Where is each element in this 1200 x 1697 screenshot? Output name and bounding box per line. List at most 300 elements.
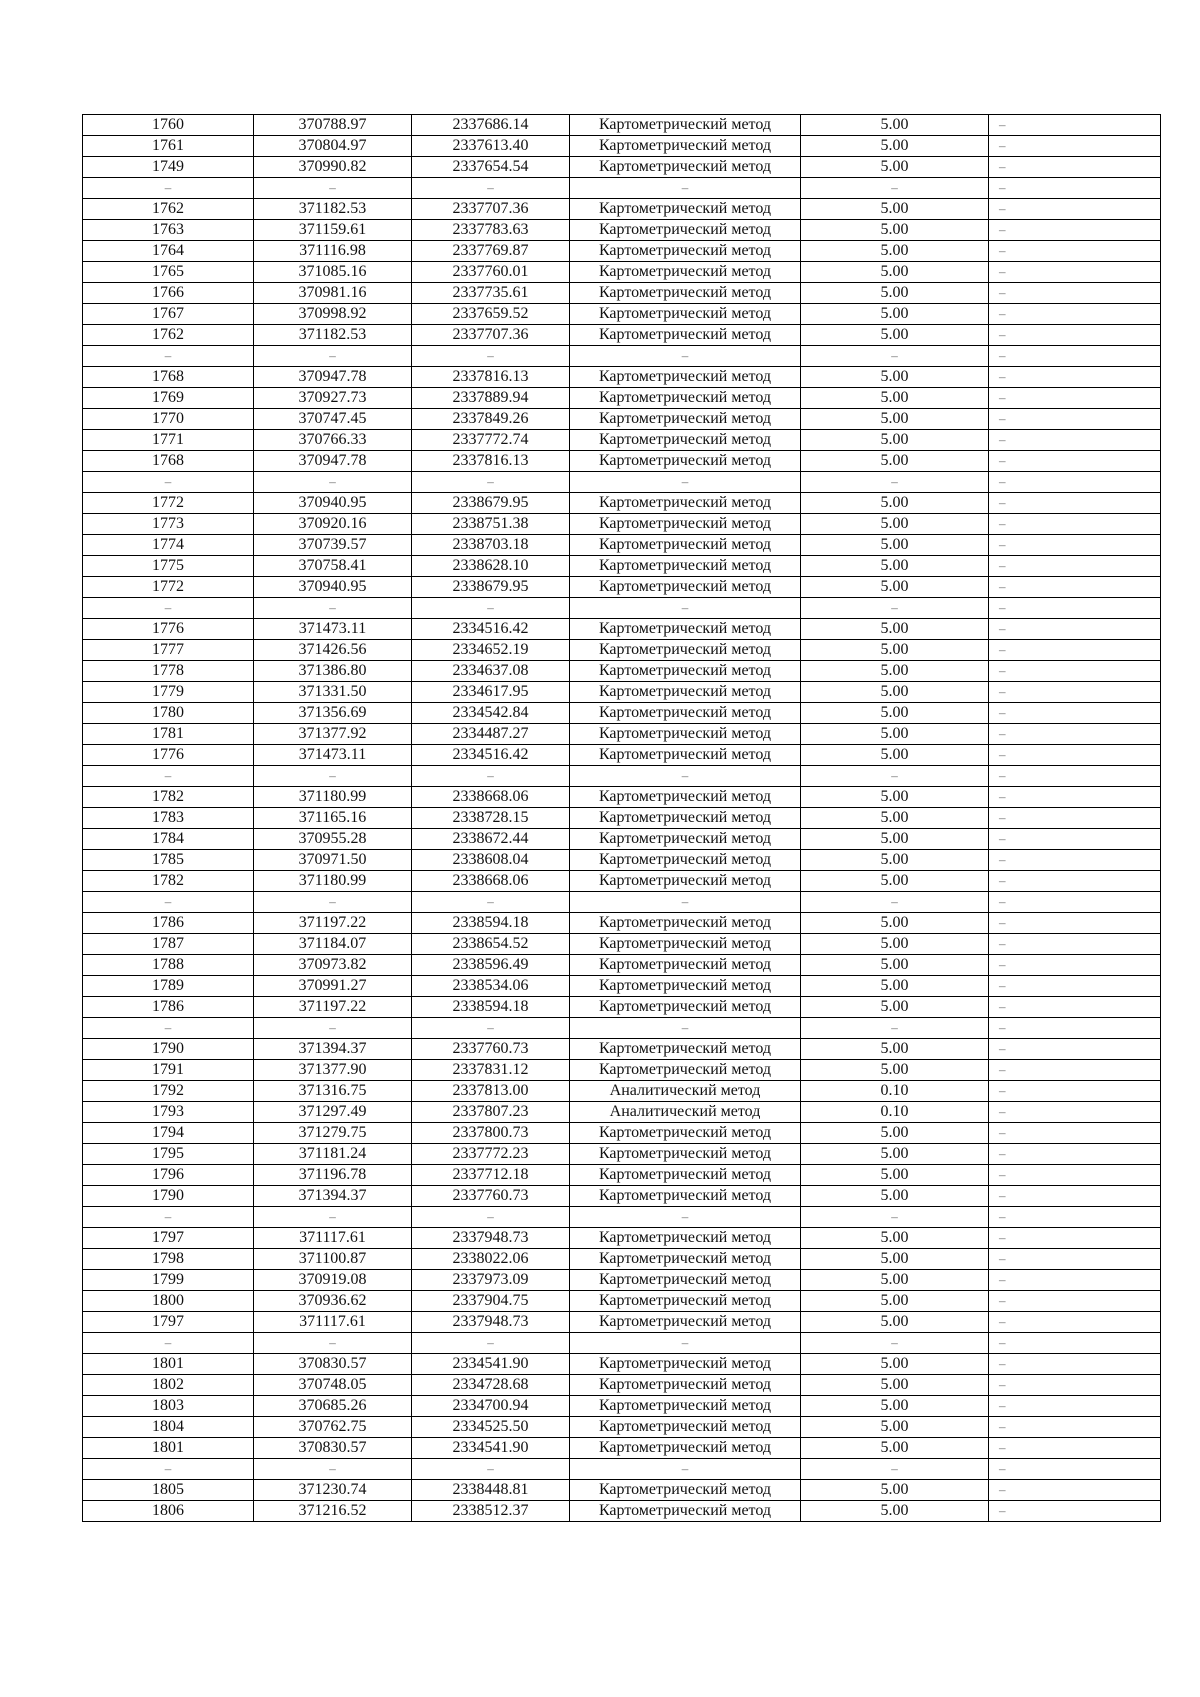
accuracy-cell: 5.00 [801, 1396, 989, 1417]
x-coordinate-cell: 371117.61 [254, 1228, 412, 1249]
table-row [83, 871, 1161, 892]
x-coordinate-cell: – [254, 1018, 412, 1039]
accuracy-cell: 5.00 [801, 514, 989, 535]
table-row [83, 913, 1161, 934]
description-cell: – [989, 1501, 1161, 1522]
accuracy-cell: 5.00 [801, 871, 989, 892]
y-coordinate-cell: 2338751.38 [412, 514, 570, 535]
method-cell: Картометрический метод [570, 1039, 801, 1060]
accuracy-cell: – [801, 766, 989, 787]
x-coordinate-cell: 371473.11 [254, 619, 412, 640]
y-coordinate-cell: 2337973.09 [412, 1270, 570, 1291]
x-coordinate-cell: 371316.75 [254, 1081, 412, 1102]
table-row [83, 1186, 1161, 1207]
method-cell: – [570, 598, 801, 619]
y-coordinate-cell: 2338668.06 [412, 787, 570, 808]
y-coordinate-cell: 2338672.44 [412, 829, 570, 850]
contour-separator-row [83, 472, 1161, 493]
method-cell: Картометрический метод [570, 220, 801, 241]
y-coordinate-cell: 2338679.95 [412, 493, 570, 514]
accuracy-cell: 5.00 [801, 1039, 989, 1060]
accuracy-cell: 5.00 [801, 1186, 989, 1207]
point-number-cell: 1785 [83, 850, 254, 871]
point-number-cell: 1774 [83, 535, 254, 556]
y-coordinate-cell: 2337772.23 [412, 1144, 570, 1165]
description-cell: – [989, 640, 1161, 661]
description-cell: – [989, 1438, 1161, 1459]
table-row [83, 1039, 1161, 1060]
description-cell: – [989, 1039, 1161, 1060]
y-coordinate-cell: 2337807.23 [412, 1102, 570, 1123]
table-row [83, 1165, 1161, 1186]
point-number-cell: 1799 [83, 1270, 254, 1291]
method-cell: Картометрический метод [570, 1123, 801, 1144]
point-number-cell: 1789 [83, 976, 254, 997]
method-cell: Картометрический метод [570, 1228, 801, 1249]
y-coordinate-cell: 2334637.08 [412, 661, 570, 682]
method-cell: – [570, 178, 801, 199]
method-cell: Картометрический метод [570, 934, 801, 955]
y-coordinate-cell: 2337654.54 [412, 157, 570, 178]
accuracy-cell: 5.00 [801, 577, 989, 598]
description-cell: – [989, 262, 1161, 283]
x-coordinate-cell: – [254, 892, 412, 913]
y-coordinate-cell: – [412, 346, 570, 367]
accuracy-cell: – [801, 178, 989, 199]
table-row [83, 682, 1161, 703]
point-number-cell: – [83, 1333, 254, 1354]
x-coordinate-cell: 370739.57 [254, 535, 412, 556]
accuracy-cell: 5.00 [801, 724, 989, 745]
description-cell: – [989, 829, 1161, 850]
method-cell: Картометрический метод [570, 640, 801, 661]
y-coordinate-cell: 2337816.13 [412, 367, 570, 388]
description-cell: – [989, 493, 1161, 514]
method-cell: Картометрический метод [570, 1501, 801, 1522]
accuracy-cell: 5.00 [801, 808, 989, 829]
x-coordinate-cell: – [254, 1459, 412, 1480]
y-coordinate-cell: – [412, 598, 570, 619]
accuracy-cell: 5.00 [801, 976, 989, 997]
accuracy-cell: 5.00 [801, 1228, 989, 1249]
contour-separator-row [83, 1333, 1161, 1354]
x-coordinate-cell: 370758.41 [254, 556, 412, 577]
point-number-cell: 1798 [83, 1249, 254, 1270]
table-row [83, 262, 1161, 283]
x-coordinate-cell: 370973.82 [254, 955, 412, 976]
method-cell: Картометрический метод [570, 325, 801, 346]
y-coordinate-cell: 2338534.06 [412, 976, 570, 997]
method-cell: Аналитический метод [570, 1102, 801, 1123]
table-row [83, 1312, 1161, 1333]
method-cell: – [570, 892, 801, 913]
point-number-cell: 1762 [83, 325, 254, 346]
y-coordinate-cell: 2334516.42 [412, 619, 570, 640]
table-row [83, 367, 1161, 388]
accuracy-cell: 5.00 [801, 787, 989, 808]
description-cell: – [989, 1291, 1161, 1312]
table-row [83, 1438, 1161, 1459]
point-number-cell: 1780 [83, 703, 254, 724]
method-cell: Картометрический метод [570, 1438, 801, 1459]
x-coordinate-cell: 370788.97 [254, 115, 412, 136]
point-number-cell: – [83, 598, 254, 619]
x-coordinate-cell: 370685.26 [254, 1396, 412, 1417]
point-number-cell: – [83, 1207, 254, 1228]
method-cell: Картометрический метод [570, 409, 801, 430]
x-coordinate-cell: 371184.07 [254, 934, 412, 955]
x-coordinate-cell: – [254, 472, 412, 493]
description-cell: – [989, 1165, 1161, 1186]
table-row [83, 430, 1161, 451]
table-row [83, 493, 1161, 514]
description-cell: – [989, 178, 1161, 199]
accuracy-cell: 5.00 [801, 283, 989, 304]
x-coordinate-cell: 370766.33 [254, 430, 412, 451]
description-cell: – [989, 1102, 1161, 1123]
y-coordinate-cell: 2337831.12 [412, 1060, 570, 1081]
method-cell: Картометрический метод [570, 661, 801, 682]
point-number-cell: 1804 [83, 1417, 254, 1438]
table-row [83, 577, 1161, 598]
y-coordinate-cell: 2337712.18 [412, 1165, 570, 1186]
point-number-cell: 1797 [83, 1312, 254, 1333]
table-row [83, 409, 1161, 430]
description-cell: – [989, 745, 1161, 766]
table-row [83, 115, 1161, 136]
y-coordinate-cell: 2338679.95 [412, 577, 570, 598]
accuracy-cell: 5.00 [801, 1165, 989, 1186]
y-coordinate-cell: – [412, 178, 570, 199]
accuracy-cell: 5.00 [801, 829, 989, 850]
table-row [83, 241, 1161, 262]
method-cell: Картометрический метод [570, 367, 801, 388]
method-cell: Картометрический метод [570, 304, 801, 325]
method-cell: Картометрический метод [570, 535, 801, 556]
y-coordinate-cell: 2334700.94 [412, 1396, 570, 1417]
method-cell: Картометрический метод [570, 1417, 801, 1438]
table-row [83, 808, 1161, 829]
method-cell: Картометрический метод [570, 829, 801, 850]
accuracy-cell: 5.00 [801, 1375, 989, 1396]
description-cell: – [989, 388, 1161, 409]
description-cell: – [989, 661, 1161, 682]
y-coordinate-cell: 2337772.74 [412, 430, 570, 451]
table-row [83, 997, 1161, 1018]
y-coordinate-cell: 2337849.26 [412, 409, 570, 430]
accuracy-cell: 5.00 [801, 682, 989, 703]
x-coordinate-cell: 370747.45 [254, 409, 412, 430]
x-coordinate-cell: 371377.90 [254, 1060, 412, 1081]
y-coordinate-cell: 2337816.13 [412, 451, 570, 472]
accuracy-cell: 5.00 [801, 535, 989, 556]
description-cell: – [989, 955, 1161, 976]
point-number-cell: 1776 [83, 619, 254, 640]
table-row [83, 325, 1161, 346]
x-coordinate-cell: – [254, 178, 412, 199]
coordinates-table-body [83, 115, 1161, 1522]
y-coordinate-cell: 2337686.14 [412, 115, 570, 136]
description-cell: – [989, 766, 1161, 787]
accuracy-cell: 5.00 [801, 1417, 989, 1438]
y-coordinate-cell: 2337760.73 [412, 1039, 570, 1060]
point-number-cell: 1749 [83, 157, 254, 178]
point-number-cell: 1783 [83, 808, 254, 829]
description-cell: – [989, 325, 1161, 346]
method-cell: Картометрический метод [570, 850, 801, 871]
accuracy-cell: 5.00 [801, 661, 989, 682]
description-cell: – [989, 1396, 1161, 1417]
accuracy-cell: – [801, 1459, 989, 1480]
description-cell: – [989, 1186, 1161, 1207]
accuracy-cell: 5.00 [801, 1270, 989, 1291]
accuracy-cell: 5.00 [801, 745, 989, 766]
table-row [83, 556, 1161, 577]
accuracy-cell: 5.00 [801, 199, 989, 220]
method-cell: Картометрический метод [570, 241, 801, 262]
point-number-cell: 1784 [83, 829, 254, 850]
method-cell: Картометрический метод [570, 388, 801, 409]
table-row [83, 1123, 1161, 1144]
x-coordinate-cell: 371165.16 [254, 808, 412, 829]
x-coordinate-cell: 371197.22 [254, 997, 412, 1018]
table-row [83, 199, 1161, 220]
point-number-cell: 1787 [83, 934, 254, 955]
table-row [83, 535, 1161, 556]
description-cell: – [989, 850, 1161, 871]
x-coordinate-cell: 371196.78 [254, 1165, 412, 1186]
point-number-cell: 1762 [83, 199, 254, 220]
table-row [83, 1417, 1161, 1438]
method-cell: Картометрический метод [570, 808, 801, 829]
table-row [83, 976, 1161, 997]
point-number-cell: 1776 [83, 745, 254, 766]
x-coordinate-cell: – [254, 598, 412, 619]
y-coordinate-cell: 2334525.50 [412, 1417, 570, 1438]
method-cell: Картометрический метод [570, 1060, 801, 1081]
x-coordinate-cell: 370936.62 [254, 1291, 412, 1312]
y-coordinate-cell: – [412, 1333, 570, 1354]
table-row [83, 640, 1161, 661]
accuracy-cell: – [801, 598, 989, 619]
accuracy-cell: – [801, 1207, 989, 1228]
method-cell: Картометрический метод [570, 1165, 801, 1186]
method-cell: Картометрический метод [570, 577, 801, 598]
description-cell: – [989, 787, 1161, 808]
method-cell: Картометрический метод [570, 1375, 801, 1396]
point-number-cell: 1803 [83, 1396, 254, 1417]
point-number-cell: 1786 [83, 913, 254, 934]
x-coordinate-cell: 371182.53 [254, 199, 412, 220]
point-number-cell: 1768 [83, 451, 254, 472]
method-cell: Картометрический метод [570, 136, 801, 157]
table-row [83, 619, 1161, 640]
y-coordinate-cell: 2337760.01 [412, 262, 570, 283]
point-number-cell: 1773 [83, 514, 254, 535]
description-cell: – [989, 1270, 1161, 1291]
method-cell: Картометрический метод [570, 619, 801, 640]
x-coordinate-cell: 371394.37 [254, 1186, 412, 1207]
method-cell: Картометрический метод [570, 1249, 801, 1270]
y-coordinate-cell: 2338654.52 [412, 934, 570, 955]
point-number-cell: 1760 [83, 115, 254, 136]
method-cell: Картометрический метод [570, 745, 801, 766]
accuracy-cell: 5.00 [801, 955, 989, 976]
description-cell: – [989, 598, 1161, 619]
point-number-cell: 1781 [83, 724, 254, 745]
point-number-cell: 1805 [83, 1480, 254, 1501]
description-cell: – [989, 1060, 1161, 1081]
description-cell: – [989, 346, 1161, 367]
accuracy-cell: 5.00 [801, 640, 989, 661]
y-coordinate-cell: 2334617.95 [412, 682, 570, 703]
accuracy-cell: – [801, 346, 989, 367]
contour-separator-row [83, 346, 1161, 367]
accuracy-cell: 5.00 [801, 220, 989, 241]
table-row [83, 934, 1161, 955]
point-number-cell: 1790 [83, 1039, 254, 1060]
x-coordinate-cell: – [254, 346, 412, 367]
y-coordinate-cell: 2337613.40 [412, 136, 570, 157]
method-cell: Картометрический метод [570, 682, 801, 703]
accuracy-cell: 5.00 [801, 1354, 989, 1375]
y-coordinate-cell: – [412, 1018, 570, 1039]
table-row [83, 1228, 1161, 1249]
table-row [83, 724, 1161, 745]
description-cell: – [989, 472, 1161, 493]
description-cell: – [989, 451, 1161, 472]
table-row [83, 850, 1161, 871]
y-coordinate-cell: 2334541.90 [412, 1354, 570, 1375]
description-cell: – [989, 1081, 1161, 1102]
accuracy-cell: 5.00 [801, 115, 989, 136]
contour-separator-row [83, 1207, 1161, 1228]
x-coordinate-cell: – [254, 1207, 412, 1228]
description-cell: – [989, 1375, 1161, 1396]
point-number-cell: 1791 [83, 1060, 254, 1081]
table-row [83, 1249, 1161, 1270]
table-row [83, 1501, 1161, 1522]
y-coordinate-cell: 2337948.73 [412, 1312, 570, 1333]
x-coordinate-cell: – [254, 1333, 412, 1354]
method-cell: – [570, 1459, 801, 1480]
point-number-cell: – [83, 178, 254, 199]
point-number-cell: 1802 [83, 1375, 254, 1396]
y-coordinate-cell: 2337904.75 [412, 1291, 570, 1312]
x-coordinate-cell: 371426.56 [254, 640, 412, 661]
point-number-cell: 1777 [83, 640, 254, 661]
method-cell: Картометрический метод [570, 556, 801, 577]
description-cell: – [989, 1144, 1161, 1165]
point-number-cell: 1782 [83, 787, 254, 808]
description-cell: – [989, 1123, 1161, 1144]
y-coordinate-cell: 2337813.00 [412, 1081, 570, 1102]
method-cell: Картометрический метод [570, 157, 801, 178]
y-coordinate-cell: 2337707.36 [412, 199, 570, 220]
accuracy-cell: 5.00 [801, 304, 989, 325]
method-cell: Картометрический метод [570, 451, 801, 472]
accuracy-cell: 5.00 [801, 934, 989, 955]
accuracy-cell: 5.00 [801, 367, 989, 388]
method-cell: Картометрический метод [570, 1480, 801, 1501]
point-number-cell: 1772 [83, 577, 254, 598]
point-number-cell: 1764 [83, 241, 254, 262]
y-coordinate-cell: – [412, 892, 570, 913]
description-cell: – [989, 871, 1161, 892]
accuracy-cell: 5.00 [801, 913, 989, 934]
accuracy-cell: 5.00 [801, 997, 989, 1018]
x-coordinate-cell: 370762.75 [254, 1417, 412, 1438]
table-row [83, 1480, 1161, 1501]
description-cell: – [989, 367, 1161, 388]
table-row [83, 1060, 1161, 1081]
method-cell: Картометрический метод [570, 1354, 801, 1375]
y-coordinate-cell: – [412, 766, 570, 787]
y-coordinate-cell: 2338596.49 [412, 955, 570, 976]
accuracy-cell: 5.00 [801, 1501, 989, 1522]
accuracy-cell: 0.10 [801, 1102, 989, 1123]
description-cell: – [989, 1018, 1161, 1039]
y-coordinate-cell: 2337659.52 [412, 304, 570, 325]
x-coordinate-cell: 371197.22 [254, 913, 412, 934]
accuracy-cell: 5.00 [801, 409, 989, 430]
description-cell: – [989, 136, 1161, 157]
x-coordinate-cell: 371279.75 [254, 1123, 412, 1144]
table-row [83, 787, 1161, 808]
y-coordinate-cell: 2334487.27 [412, 724, 570, 745]
point-number-cell: 1775 [83, 556, 254, 577]
x-coordinate-cell: 370919.08 [254, 1270, 412, 1291]
accuracy-cell: 5.00 [801, 1312, 989, 1333]
x-coordinate-cell: 371230.74 [254, 1480, 412, 1501]
x-coordinate-cell: 370947.78 [254, 451, 412, 472]
contour-separator-row [83, 1459, 1161, 1480]
description-cell: – [989, 304, 1161, 325]
y-coordinate-cell: 2334542.84 [412, 703, 570, 724]
method-cell: Картометрический метод [570, 1270, 801, 1291]
method-cell: Картометрический метод [570, 871, 801, 892]
description-cell: – [989, 808, 1161, 829]
x-coordinate-cell: 370981.16 [254, 283, 412, 304]
y-coordinate-cell: 2337760.73 [412, 1186, 570, 1207]
description-cell: – [989, 556, 1161, 577]
x-coordinate-cell: 370830.57 [254, 1438, 412, 1459]
point-number-cell: 1768 [83, 367, 254, 388]
point-number-cell: 1792 [83, 1081, 254, 1102]
description-cell: – [989, 934, 1161, 955]
point-number-cell: 1769 [83, 388, 254, 409]
y-coordinate-cell: – [412, 1207, 570, 1228]
accuracy-cell: 5.00 [801, 1144, 989, 1165]
accuracy-cell: 5.00 [801, 1438, 989, 1459]
contour-separator-row [83, 178, 1161, 199]
y-coordinate-cell: 2337948.73 [412, 1228, 570, 1249]
accuracy-cell: – [801, 892, 989, 913]
y-coordinate-cell: 2338628.10 [412, 556, 570, 577]
accuracy-cell: 5.00 [801, 493, 989, 514]
y-coordinate-cell: 2337735.61 [412, 283, 570, 304]
contour-separator-row [83, 892, 1161, 913]
table-row [83, 283, 1161, 304]
method-cell: – [570, 472, 801, 493]
x-coordinate-cell: 371180.99 [254, 787, 412, 808]
accuracy-cell: 5.00 [801, 136, 989, 157]
y-coordinate-cell: 2338448.81 [412, 1480, 570, 1501]
accuracy-cell: 5.00 [801, 1249, 989, 1270]
x-coordinate-cell: 371356.69 [254, 703, 412, 724]
y-coordinate-cell: 2337769.87 [412, 241, 570, 262]
accuracy-cell: – [801, 1333, 989, 1354]
